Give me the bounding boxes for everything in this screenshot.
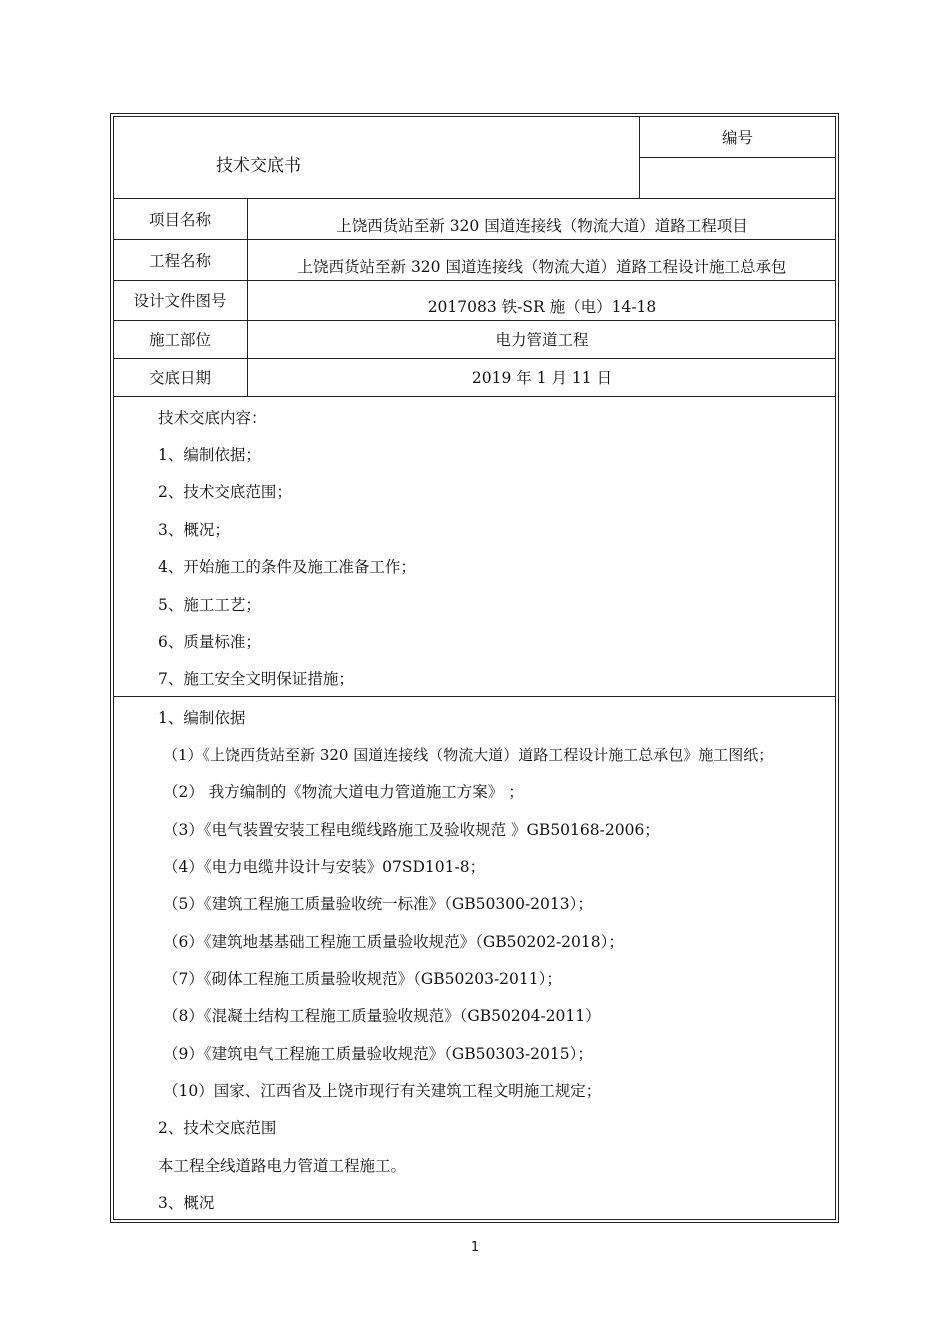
contents-item: 7、施工安全文明保证措施； xyxy=(158,670,354,688)
contents-item: 5、施工工艺； xyxy=(158,596,261,614)
reference-item: （7）《砌体工程施工质量验收规范》（GB50203-2011）； xyxy=(163,970,562,988)
reference-item: （1）《上饶西货站至新 320 国道连接线（物流大道）道路工程设计施工总承包》施工图纸； xyxy=(163,746,774,764)
reference-item: （2） 我方编制的《物流大道电力管道施工方案》 ； xyxy=(163,783,524,801)
reference-item: （4）《电力电缆井设计与安装》07SD101-8； xyxy=(163,858,486,876)
reference-item: （9）《建筑电气工程施工质量验收规范》（GB50303-2015）； xyxy=(163,1045,593,1063)
section-1-title: 1、编制依据 xyxy=(158,709,246,727)
contents-item: 6、质量标准； xyxy=(158,633,261,651)
number-label: 编号 xyxy=(721,129,753,147)
handover-date-label: 交底日期 xyxy=(148,369,211,387)
contents-item: 3、概况； xyxy=(158,521,230,539)
engineering-name-label: 工程名称 xyxy=(148,252,211,270)
row-divider xyxy=(113,696,836,697)
construction-part-label: 施工部位 xyxy=(148,331,211,349)
section-2-title: 2、技术交底范围 xyxy=(158,1119,277,1137)
handover-date-value: 2019 年 1 月 11 日 xyxy=(471,369,613,387)
reference-item: （5）《建筑工程施工质量验收统一标准》（GB50300-2013）； xyxy=(163,895,593,913)
row-divider xyxy=(113,198,836,199)
section-2-text: 本工程全线道路电力管道工程施工。 xyxy=(158,1157,407,1175)
project-name-value: 上饶西货站至新 320 国道连接线（物流大道）道路工程项目 xyxy=(336,217,748,235)
row-divider xyxy=(113,239,836,240)
page-number: 1 xyxy=(470,1240,480,1255)
row-divider xyxy=(113,320,836,321)
project-name-label: 项目名称 xyxy=(148,211,211,229)
number-cell-divider xyxy=(639,157,836,158)
reference-item: （10）国家、江西省及上饶市现行有关建筑工程文明施工规定； xyxy=(163,1082,602,1100)
design-drawing-label: 设计文件图号 xyxy=(133,292,227,310)
row-divider xyxy=(113,358,836,359)
contents-item: 1、编制依据； xyxy=(158,446,261,464)
row-divider xyxy=(113,280,836,281)
reference-item: （6）《建筑地基基础工程施工质量验收规范》（GB50202-2018）； xyxy=(163,933,624,951)
contents-item: 2、技术交底范围； xyxy=(158,483,292,501)
doc-title: 技术交底书 xyxy=(216,156,301,176)
design-drawing-value: 2017083 铁-SR 施（电）14-18 xyxy=(427,298,657,316)
section-3-title: 3、概况 xyxy=(158,1194,215,1212)
reference-item: （8）《混凝土结构工程施工质量验收规范》（GB50204-2011） xyxy=(163,1007,601,1025)
contents-heading: 技术交底内容： xyxy=(158,409,267,427)
construction-part-value: 电力管道工程 xyxy=(495,331,589,349)
engineering-name-value: 上饶西货站至新 320 国道连接线（物流大道）道路工程设计施工总承包 xyxy=(297,258,787,276)
contents-item: 4、开始施工的条件及施工准备工作； xyxy=(158,558,416,576)
row-divider xyxy=(113,396,836,397)
reference-item: （3）《电气装置安装工程电缆线路施工及验收规范 》GB50168-2006； xyxy=(163,821,660,839)
